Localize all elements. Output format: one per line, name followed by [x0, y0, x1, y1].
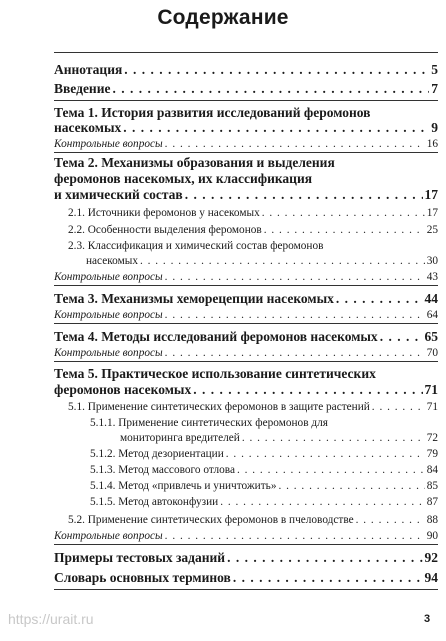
- toc-page-number: 25: [426, 224, 438, 236]
- toc-page-number: 87: [426, 496, 438, 508]
- toc-entry-label: и химический состав: [54, 187, 183, 202]
- toc-entry-label: Контрольные вопросы: [54, 347, 163, 359]
- toc-entry-5-1-3[interactable]: [90, 462, 438, 478]
- toc-entry-label: 5.2. Применение синтетических феромонов в пчеловодстве: [68, 514, 354, 526]
- toc-entry-label: Контрольные вопросы: [54, 271, 163, 283]
- toc-entry-label: феромонов насекомых: [54, 382, 192, 397]
- toc-entry-5-2[interactable]: [68, 512, 438, 528]
- toc-page-number: 70: [426, 347, 438, 359]
- toc-entry-questions-1[interactable]: [54, 136, 438, 152]
- toc-entry-5-1[interactable]: [68, 399, 438, 415]
- toc-page-number: 88: [426, 514, 438, 526]
- toc-entry-label: 5.1.3. Метод массового отлова: [90, 464, 235, 476]
- toc-page-number: 71: [424, 382, 438, 397]
- divider-bottom: [54, 589, 438, 590]
- divider: [54, 544, 438, 545]
- toc-entry-5-1-4[interactable]: [90, 478, 438, 494]
- toc-page-number: 85: [426, 480, 438, 492]
- divider: [54, 100, 438, 101]
- toc-page-number: 17: [426, 207, 438, 219]
- toc-entry-2-1[interactable]: [68, 205, 438, 221]
- toc-page-number: 94: [424, 570, 438, 585]
- toc-entry-label: Контрольные вопросы: [54, 309, 163, 321]
- toc-entry-label: Контрольные вопросы: [54, 530, 163, 542]
- toc-entry-topic-4[interactable]: [54, 329, 438, 345]
- toc-entry-2-3[interactable]: [68, 253, 438, 269]
- toc-entry-5-1-2[interactable]: [90, 446, 438, 462]
- toc-entry-topic-2-line1: Тема 2. Механизмы образования и выделения: [54, 155, 335, 170]
- toc-page-number: 65: [424, 329, 438, 344]
- toc-entry-topic-5-line1: Тема 5. Практическое использование синтетических: [54, 366, 376, 381]
- divider: [54, 361, 438, 362]
- toc-page-number: 30: [426, 255, 438, 267]
- toc-page-number: 92: [424, 550, 438, 565]
- watermark-url: https://urait.ru: [8, 611, 94, 627]
- toc-entry-label: Тема 4. Методы исследований феромонов насекомых: [54, 329, 378, 344]
- toc-entry-tests[interactable]: [54, 550, 438, 566]
- toc-entry-label: 5.1.2. Метод дезориентации: [90, 448, 224, 460]
- toc-entry-2-2[interactable]: [68, 222, 438, 238]
- toc-entry-glossary[interactable]: [54, 570, 438, 586]
- toc-entry-introduction[interactable]: [54, 81, 438, 97]
- toc-page-number: 17: [424, 187, 438, 202]
- toc-page-number: 84: [426, 464, 438, 476]
- toc-page-number: 64: [426, 309, 438, 321]
- toc-page-number: 5: [431, 62, 438, 77]
- toc-entry-questions-3[interactable]: [54, 307, 438, 323]
- toc-entry-label: Тема 3. Механизмы хеморецепции насекомых: [54, 291, 334, 306]
- toc-entry-questions-2[interactable]: [54, 269, 438, 285]
- toc-page-number: 44: [424, 291, 438, 306]
- page-number: 3: [424, 613, 431, 625]
- toc-entry-label: 5.1.4. Метод «привлечь и уничтожить»: [90, 480, 277, 492]
- toc-page-number: 9: [431, 120, 438, 135]
- toc-entry-questions-4[interactable]: [54, 345, 438, 361]
- divider: [54, 152, 438, 153]
- toc-entry-topic-5[interactable]: [54, 382, 438, 398]
- toc-entry-5-1-1-line1: 5.1.1. Применение синтетических феромонов для: [90, 417, 328, 429]
- toc-entry-topic-3[interactable]: [54, 291, 438, 307]
- toc-page-number: 90: [426, 530, 438, 542]
- toc-entry-label: 2.1. Источники феромонов у насекомых: [68, 207, 260, 219]
- toc-entry-label: Примеры тестовых заданий: [54, 550, 226, 565]
- toc-entry-topic-1-line1: Тема 1. История развития исследований феромонов: [54, 105, 371, 120]
- toc-page-number: 71: [426, 401, 438, 413]
- toc-page-number: 7: [431, 81, 438, 96]
- toc-entry-label: насекомых: [86, 255, 138, 267]
- toc-entry-2-3-line1: 2.3. Классификация и химический состав феромонов: [68, 240, 324, 252]
- toc-entry-label: Аннотация: [54, 62, 123, 77]
- toc-entry-label: насекомых: [54, 120, 122, 135]
- toc-entry-label: 5.1. Применение синтетических феромонов в защите растений: [68, 401, 370, 413]
- toc-entry-label: 2.2. Особенности выделения феромонов: [68, 224, 262, 236]
- toc-page-number: 43: [426, 271, 438, 283]
- toc-entry-topic-2-line2: феромонов насекомых, их классификация: [54, 171, 313, 186]
- toc-entry-label: Введение: [54, 81, 111, 96]
- toc-entry-questions-5[interactable]: [54, 528, 438, 544]
- divider: [54, 323, 438, 324]
- toc-entry-topic-1[interactable]: [54, 120, 438, 136]
- toc-entry-label: мониторинга вредителей: [120, 432, 240, 444]
- toc-entry-topic-2[interactable]: [54, 187, 438, 203]
- toc-entry-5-1-5[interactable]: [90, 494, 438, 510]
- divider: [54, 285, 438, 286]
- toc-page-number: 72: [426, 432, 438, 444]
- toc-entry-label: Словарь основных терминов: [54, 570, 231, 585]
- toc-entry-5-1-1[interactable]: [90, 430, 438, 446]
- toc-page-number: 16: [426, 138, 438, 150]
- divider-top: [54, 52, 438, 53]
- toc-page-number: 79: [426, 448, 438, 460]
- toc-entry-label: 5.1.5. Метод автоконфузии: [90, 496, 219, 508]
- page-title: Содержание: [157, 6, 289, 29]
- toc-entry-annotation[interactable]: [54, 62, 438, 78]
- toc-entry-label: Контрольные вопросы: [54, 138, 163, 150]
